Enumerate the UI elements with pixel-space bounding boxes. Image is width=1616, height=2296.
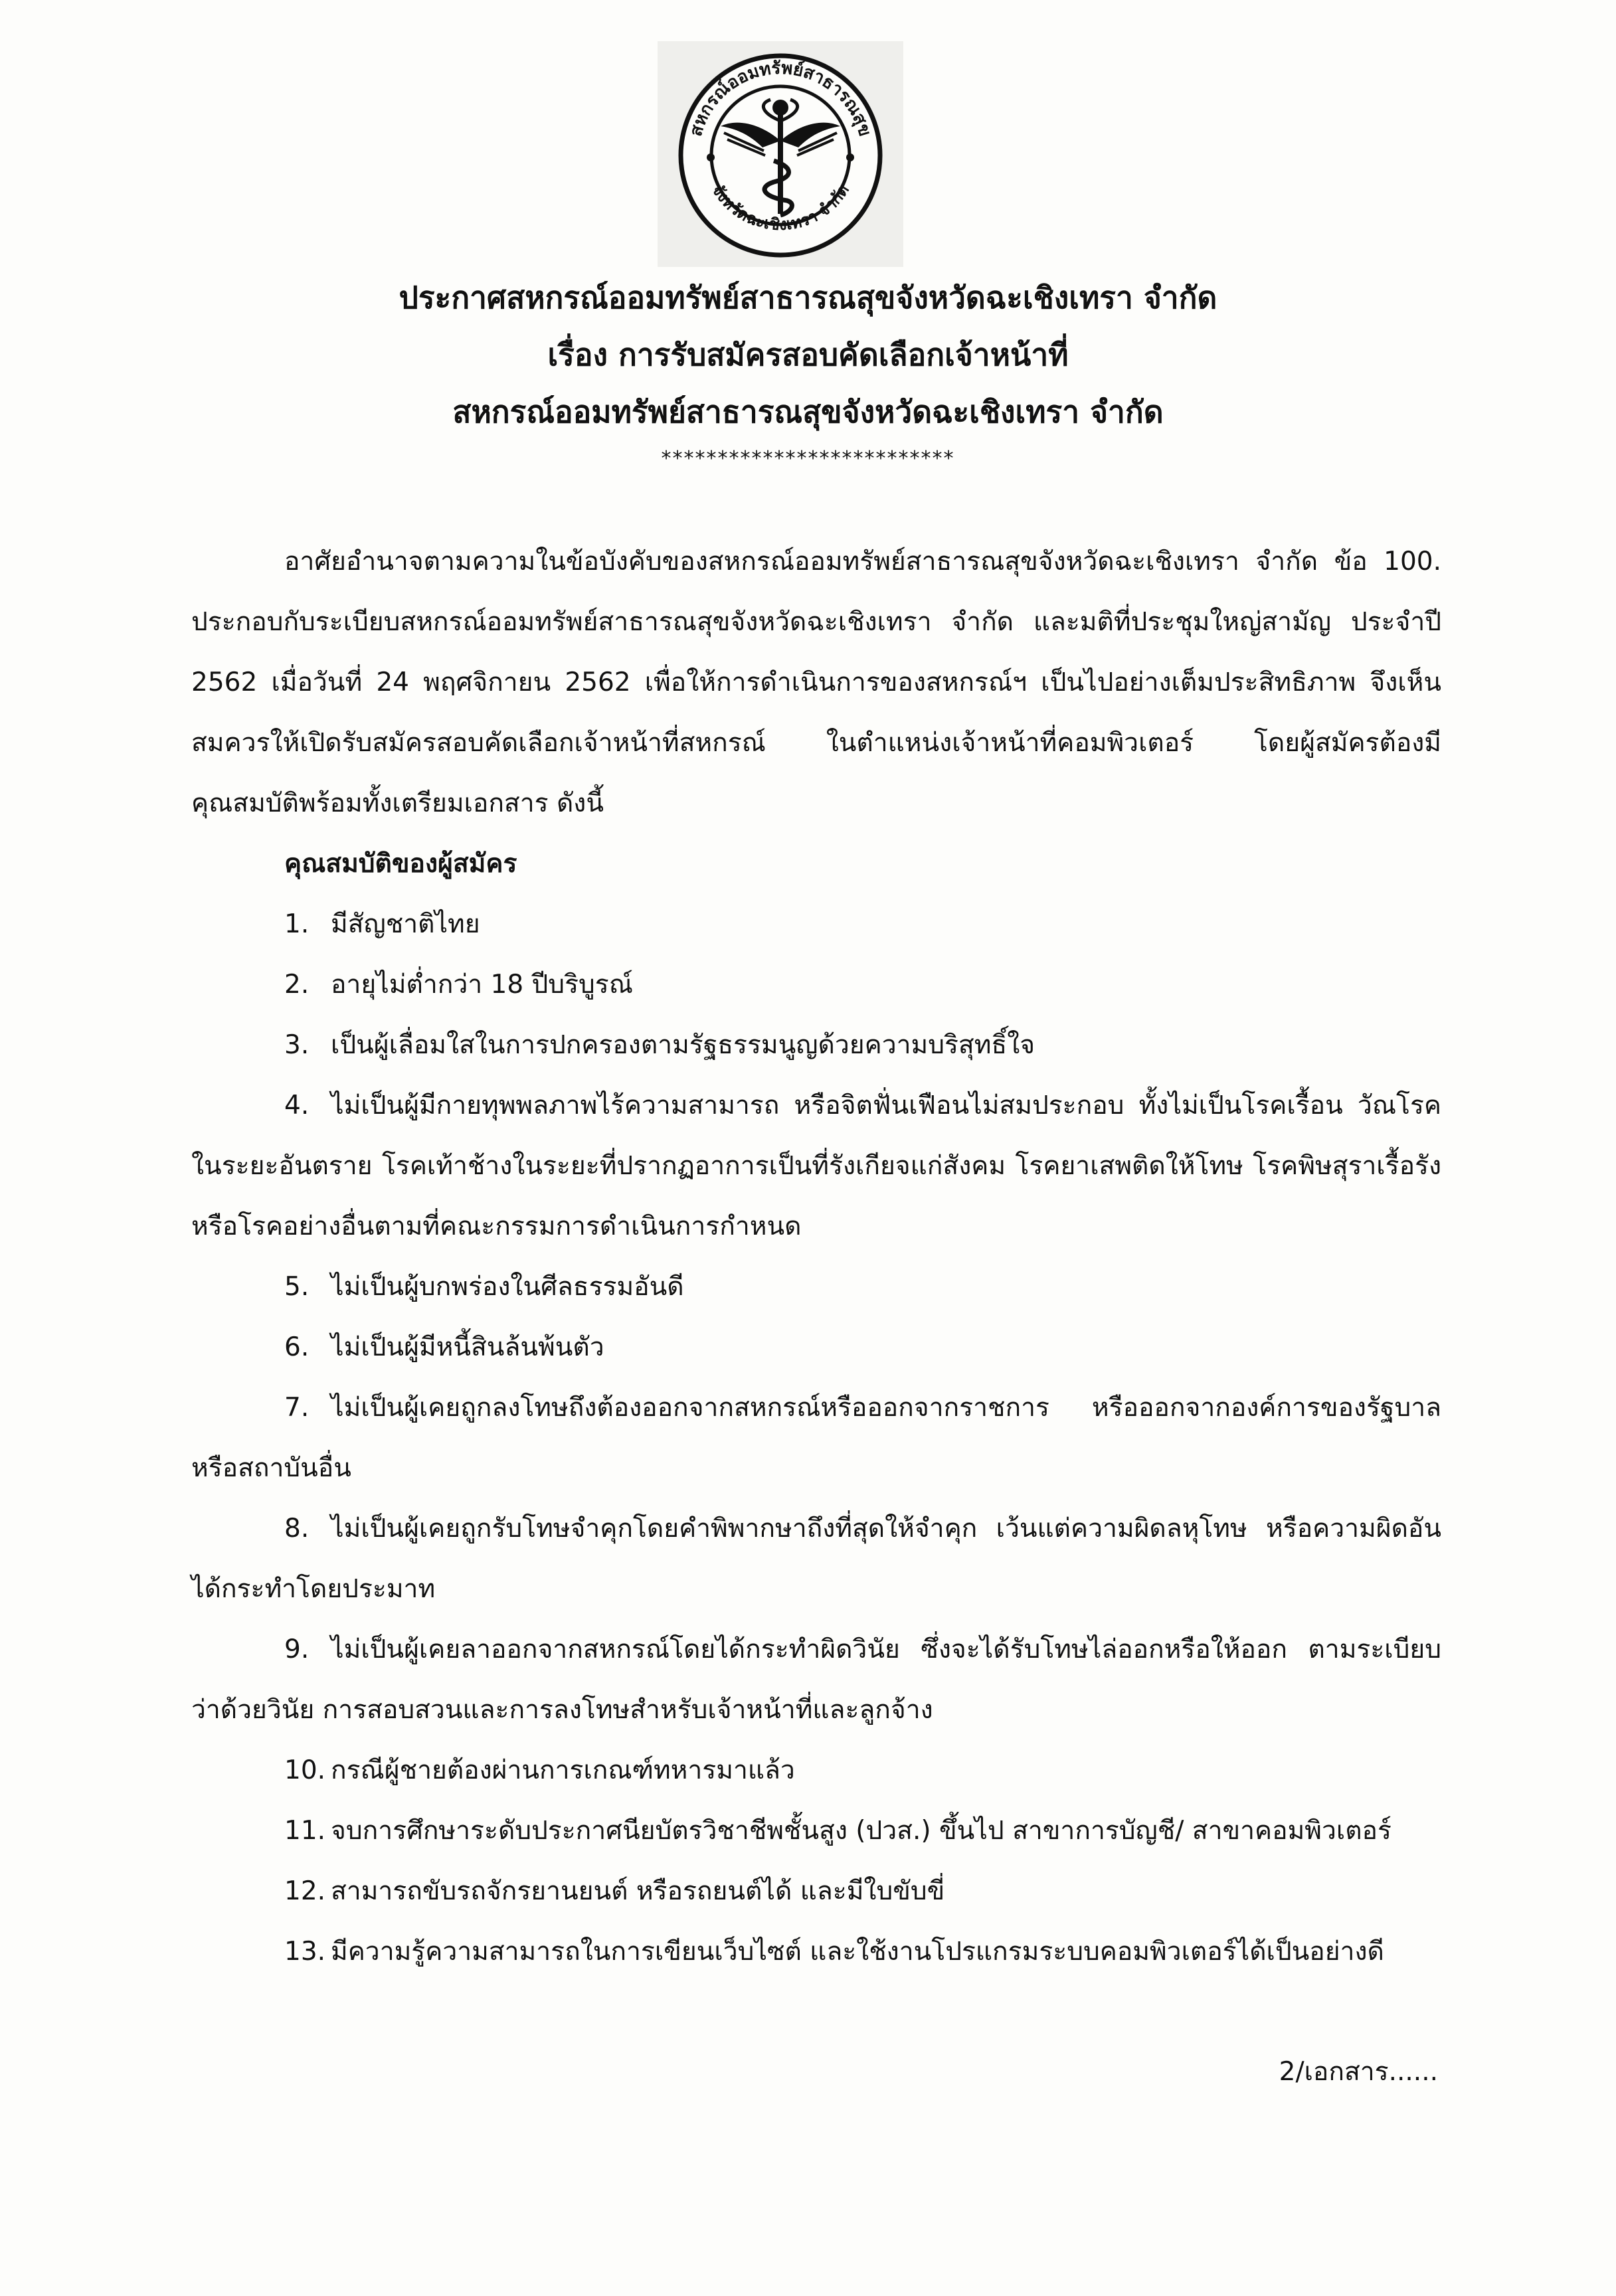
qualification-item xyxy=(191,1317,1441,1377)
qualification-item xyxy=(191,1257,1441,1317)
qualification-item xyxy=(191,1015,1441,1075)
item-text: มีสัญชาติไทย xyxy=(331,909,480,939)
qualification-item xyxy=(191,1861,1441,1921)
item-number: 11. xyxy=(284,1816,326,1846)
item-number: 6. xyxy=(284,1332,310,1362)
qualification-item xyxy=(191,894,1441,954)
qualifications-heading: คุณสมบัติของผู้สมัคร xyxy=(284,849,517,879)
qualification-item xyxy=(191,1075,1441,1257)
item-number: 10. xyxy=(284,1755,326,1785)
qualification-item xyxy=(191,1619,1441,1740)
item-number: 5. xyxy=(284,1272,310,1302)
item-text: สามารถขับรถจักรยานยนต์ หรือรถยนต์ได้ และมีใบขับขี่ xyxy=(331,1876,945,1906)
item-number: 7. xyxy=(284,1393,310,1423)
qualification-item xyxy=(191,1921,1441,1982)
announcement-title xyxy=(0,269,1616,478)
intro-paragraph: อาศัยอำนาจตามความในข้อบังคับของสหกรณ์ออมทรัพย์สาธารณสุขจังหวัดฉะเชิงเทรา จำกัด ข้อ 100. ประกอบกับระเบียบสหกรณ์ออมทรัพย์สาธารณสุขจังหวัดฉะเชิงเทรา จำกัด และมติที่ประชุมใหญ่สามัญ ประจำปี 2562 เมื่อวันที่ 24 พฤศจิกายน 2562 เพื่อให้การดำเนินการของสหกรณ์ฯ เป็นไปอย่างเต็มประสิทธิภาพ จึงเห็นสมควรให้เปิดรับสมัครสอบคัดเลือกเจ้าหน้าที่สหกรณ์ ในตำแหน่งเจ้าหน้าที่คอมพิวเตอร์ โดยผู้สมัครต้องมีคุณสมบัติพร้อมทั้งเตรียมเอกสาร ดังนี้ xyxy=(191,547,1441,818)
qualification-item xyxy=(191,1498,1441,1619)
item-text: ไม่เป็นผู้มีกายทุพพลภาพไร้ความสามารถ หรือจิตฟั่นเฟือนไม่สมประกอบ ทั้งไม่เป็นโรคเรื้อน วัณโรคในระยะอันตราย โรคเท้าช้างในระยะที่ปรากฏอาการเป็นที่รังเกียจแก่สังคม โรคยาเสพติดให้โทษ โรคพิษสุราเรื้อรัง หรือโรคอย่างอื่นตามที่คณะกรรมการดำเนินการกำหนด xyxy=(191,1091,1441,1241)
item-number: 4. xyxy=(284,1091,310,1120)
title-line-1: ประกาศสหกรณ์ออมทรัพย์สาธารณสุขจังหวัดฉะเชิงเทรา จำกัด xyxy=(399,280,1217,315)
document-body xyxy=(191,531,1441,1982)
title-line-3: สหกรณ์ออมทรัพย์สาธารณสุขจังหวัดฉะเชิงเทรา จำกัด xyxy=(452,394,1164,430)
qualification-item xyxy=(191,1740,1441,1801)
item-text: ไม่เป็นผู้เคยลาออกจากสหกรณ์โดยได้กระทำผิดวินัย ซึ่งจะได้รับโทษไล่ออกหรือให้ออก ตามระเบียบว่าด้วยวินัย การสอบสวนและการลงโทษสำหรับเจ้าหน้าที่และลูกจ้าง xyxy=(191,1634,1441,1725)
item-text: ไม่เป็นผู้เคยถูกรับโทษจำคุกโดยคำพิพากษาถึงที่สุดให้จำคุก เว้นแต่ความผิดลหุโทษ หรือความผิดอันได้กระทำโดยประมาท xyxy=(191,1514,1441,1604)
cooperative-seal-logo xyxy=(658,41,903,267)
item-text: มีความรู้ความสามารถในการเขียนเว็บไซต์ และใช้งานโปรแกรมระบบคอมพิวเตอร์ได้เป็นอย่างดี xyxy=(331,1937,1384,1967)
item-number: 3. xyxy=(284,1030,310,1060)
item-text: ไม่เป็นผู้เคยถูกลงโทษถึงต้องออกจากสหกรณ์หรือออกจากราชการ หรือออกจากองค์การของรัฐบาล หรือสถาบันอื่น xyxy=(191,1393,1441,1483)
qualification-item xyxy=(191,1377,1441,1498)
item-number: 2. xyxy=(284,970,310,1000)
title-separator: ************************** xyxy=(661,447,955,470)
item-number: 13. xyxy=(284,1937,326,1967)
item-text: อายุไม่ต่ำกว่า 18 ปีบริบูรณ์ xyxy=(331,970,633,1000)
seal-ring-top-text: สหกรณ์ออมทรัพย์สาธารณสุข xyxy=(685,58,875,139)
title-line-2: เรื่อง การรับสมัครสอบคัดเลือกเจ้าหน้าที่ xyxy=(547,337,1069,373)
seal-ring-bottom-text: จังหวัดฉะเชิงเทรา จำกัด xyxy=(708,181,853,234)
item-number: 8. xyxy=(284,1514,310,1544)
item-number: 1. xyxy=(284,909,310,939)
next-page-reference: 2/เอกสาร...... xyxy=(1279,2057,1438,2087)
item-number: 12. xyxy=(284,1876,326,1906)
qualification-item xyxy=(191,954,1441,1015)
item-text: เป็นผู้เลื่อมใสในการปกครองตามรัฐธรรมนูญด้วยความบริสุทธิ์ใจ xyxy=(331,1030,1035,1060)
item-number: 9. xyxy=(284,1634,310,1664)
item-text: ไม่เป็นผู้บกพร่องในศีลธรรมอันดี xyxy=(331,1272,684,1302)
item-text: จบการศึกษาระดับประกาศนียบัตรวิชาชีพชั้นสูง (ปวส.) ขึ้นไป สาขาการบัญชี/ สาขาคอมพิวเตอร์ xyxy=(331,1816,1392,1846)
item-text: กรณีผู้ชายต้องผ่านการเกณฑ์ทหารมาแล้ว xyxy=(331,1755,795,1785)
qualification-item xyxy=(191,1801,1441,1861)
item-text: ไม่เป็นผู้มีหนี้สินล้นพ้นตัว xyxy=(331,1332,604,1362)
